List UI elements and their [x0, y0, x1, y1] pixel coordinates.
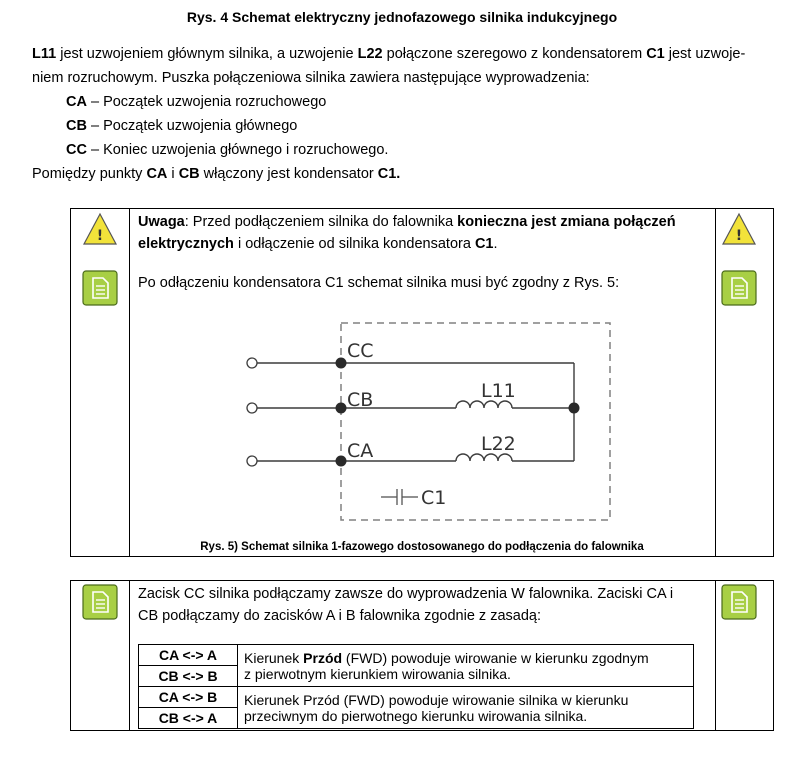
open-terminal-ca: [247, 456, 257, 466]
junction-cc: [336, 358, 347, 369]
terminal-cc: [66, 138, 388, 162]
label-ca: CA: [347, 440, 374, 462]
junction-ca: [336, 456, 347, 467]
warning-icon: [721, 212, 757, 246]
terminal-code: CC: [66, 142, 87, 158]
desc-line-2: przeciwnym do pierwotnego kierunku wirowania silnika.: [244, 707, 588, 724]
terminal-desc: – Początek uzwojenia głównego: [86, 118, 298, 134]
warning-text-1: : Przed podłączeniem silnika do falownika: [184, 214, 458, 230]
c1-term: C1: [646, 46, 665, 62]
note-text-2: i: [167, 166, 179, 182]
warning-box: [70, 208, 774, 557]
document-icon: [721, 270, 757, 306]
open-terminal-cb: [247, 403, 257, 413]
svg-text:!: !: [735, 228, 743, 244]
open-terminal-cc: [247, 358, 257, 368]
svg-text:!: !: [96, 228, 104, 244]
terminal-desc: – Początek uzwojenia rozruchowego: [86, 94, 327, 110]
warning-text-3: .: [493, 236, 498, 252]
after-disconnect-text: Po odłączeniu kondensatora C1 schemat silnika musi być zgodny z Rys. 5:: [138, 275, 620, 291]
intro-text-2: połączone szeregowo z kondensatorem: [382, 46, 647, 62]
terminal-desc: – Koniec uzwojenia głównego i rozruchowego.: [86, 142, 389, 158]
document-icon: [721, 584, 757, 620]
warning-bold-1: konieczna jest zmiana połączeń: [457, 214, 676, 230]
column-divider: [715, 581, 716, 730]
capacitor-note: [32, 162, 784, 186]
note-text-1: Pomiędzy punkty: [32, 166, 147, 182]
terminal-box-outline: [341, 323, 610, 520]
label-cb: CB: [347, 389, 374, 411]
table-row: [139, 645, 694, 666]
desc-part: (FWD) powoduje wirowanie w kierunku zgodnym: [342, 649, 649, 666]
label-l22: L22: [481, 433, 516, 455]
wiring-line-1: Zacisk CC silnika podłączamy zawsze do wyprowadzenia W falownika. Zaciski CA i: [138, 586, 674, 602]
desc-part: Kierunek: [244, 649, 304, 666]
label-c1: C1: [421, 487, 447, 509]
figure-4-title: Rys. 4 Schemat elektryczny jednofazowego silnika indukcyjnego: [186, 9, 618, 25]
intro-text-1: jest uzwojeniem głównym silnika, a uzwojenie: [56, 46, 358, 62]
terminal-code: CA: [66, 94, 87, 110]
mapping-description: [238, 645, 694, 687]
l22-term: L22: [357, 46, 383, 62]
note-c1: C1.: [377, 166, 401, 182]
uwaga-label: Uwaga: [138, 214, 185, 230]
terminal-ca: [66, 90, 326, 114]
junction-cb: [336, 403, 347, 414]
warning-icon: [82, 212, 118, 246]
l11-term: L11: [32, 46, 57, 62]
column-divider: [129, 581, 130, 730]
document-icon: [82, 584, 118, 620]
junction-common: [569, 403, 580, 414]
label-l11: L11: [481, 380, 516, 402]
terminal-cb: [66, 114, 297, 138]
wiring-box: [70, 580, 774, 731]
motor-schematic: [231, 315, 621, 525]
mapping-key: CA <-> A: [139, 645, 238, 666]
column-divider: [129, 209, 130, 556]
mapping-key: CB <-> B: [139, 666, 238, 687]
note-ca: CA: [146, 166, 168, 182]
warning-c1: C1: [474, 236, 494, 252]
label-cc: CC: [347, 340, 374, 362]
desc-line-2: z pierwotnym kierunkiem wirowania silnika.: [244, 665, 511, 682]
desc-bold: Przód: [303, 649, 343, 666]
note-text-3: włączony jest kondensator: [199, 166, 378, 182]
intro-paragraph: [32, 42, 784, 90]
warning-text: [138, 211, 700, 255]
wiring-line-2: CB podłączamy do zacisków A i B falownika zgodnie z zasadą:: [138, 608, 541, 624]
mapping-key: CA <-> B: [139, 687, 238, 708]
desc-line-1: Kierunek Przód (FWD) powoduje wirowanie silnika w kierunku: [244, 691, 629, 708]
figure-5-caption: Rys. 5) Schemat silnika 1-fazowego dostosowanego do podłączenia do falownika: [200, 541, 644, 553]
l11-coil: [456, 401, 512, 408]
warning-text-2: i odłączenie od silnika kondensatora: [233, 236, 475, 252]
direction-table: [138, 644, 694, 729]
mapping-key: CB <-> A: [139, 708, 238, 729]
l22-coil: [456, 454, 512, 461]
note-cb: CB: [178, 166, 200, 182]
terminal-code: CB: [66, 118, 87, 134]
warning-bold-2: elektrycznych: [138, 236, 234, 252]
intro-line-2: niem rozruchowym. Puszka połączeniowa silnika zawiera następujące wyprowadzenia:: [32, 70, 590, 86]
column-divider: [715, 209, 716, 556]
document-icon: [82, 270, 118, 306]
mapping-description: [238, 687, 694, 729]
intro-text-3: jest uzwoje-: [664, 46, 746, 62]
wiring-text: [138, 583, 708, 627]
table-row: [139, 687, 694, 708]
